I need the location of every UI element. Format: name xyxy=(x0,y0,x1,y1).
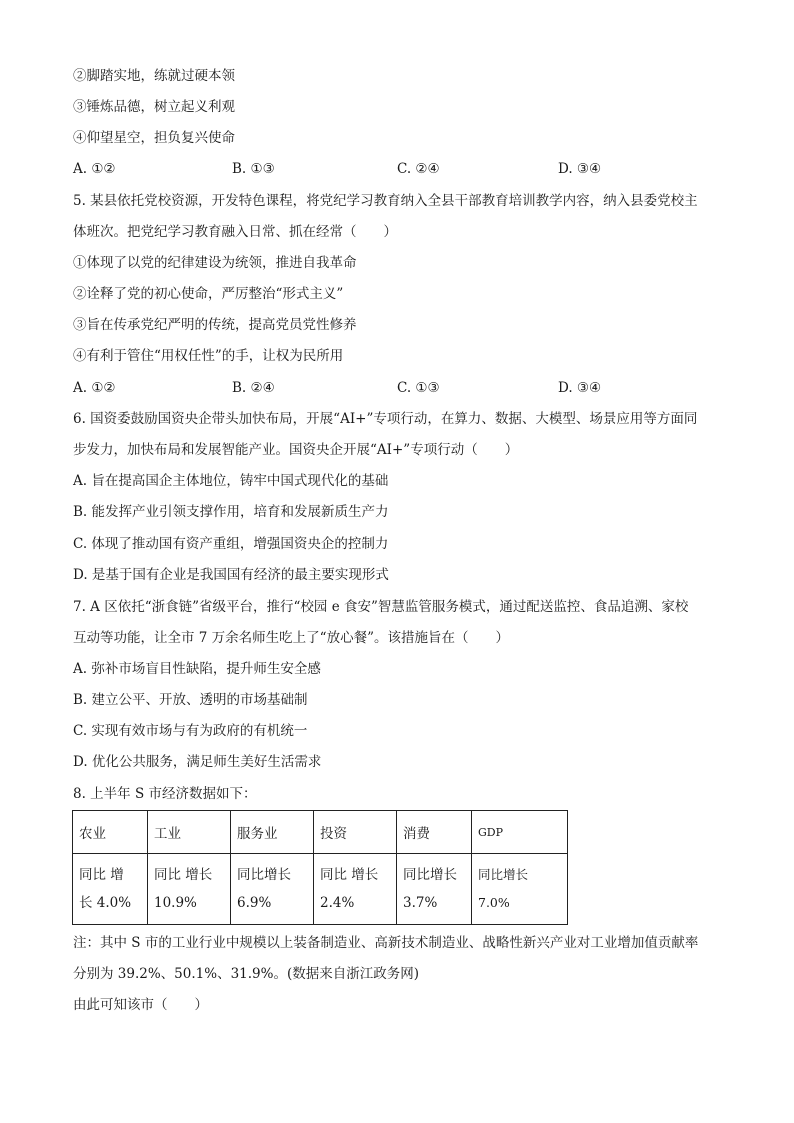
q6-option-b[interactable]: B. 能发挥产业引领支撑作用，培育和发展新质生产力 xyxy=(73,504,389,520)
header-consumption: 消费 xyxy=(397,811,472,854)
header-services: 服务业 xyxy=(231,811,314,854)
q4-item-3: ③锤炼品德，树立起义利观 xyxy=(73,99,235,115)
q5-item-3: ③旨在传承党纪严明的传统，提高党员党性修养 xyxy=(73,317,357,333)
economic-data-table xyxy=(72,810,568,925)
q7-stem-line-1: 7. A 区依托“浙食链”省级平台，推行“校园 e 食安”智慧监管服务模式，通过配送监控、食品追溯、家校 xyxy=(73,599,689,615)
q5-stem-line-1: 5. 某县依托党校资源，开发特色课程，将党纪学习教育纳入全县干部教育培训教学内容，纳入县委党校主 xyxy=(73,193,698,209)
header-gdp: GDP xyxy=(472,811,568,854)
q4-option-b[interactable]: B. ①③ xyxy=(232,161,275,177)
q4-item-2: ②脚踏实地，练就过硬本领 xyxy=(73,68,235,84)
cell-consumption: 同比增长 3.7% xyxy=(397,854,472,925)
cell-services: 同比增长 6.9% xyxy=(231,854,314,925)
q4-option-d[interactable]: D. ③④ xyxy=(558,161,602,177)
q7-option-a[interactable]: A. 弥补市场盲目性缺陷，提升师生安全感 xyxy=(73,661,321,677)
q7-option-b[interactable]: B. 建立公平、开放、透明的市场基础制 xyxy=(73,692,308,708)
q5-option-b[interactable]: B. ②④ xyxy=(232,380,275,396)
header-investment: 投资 xyxy=(314,811,397,854)
cell-investment: 同比 增长 2.4% xyxy=(314,854,397,925)
q7-stem-line-2: 互动等功能，让全市 7 万余名师生吃上了“放心餐”。该措施旨在（ ） xyxy=(73,630,509,646)
cell-industry: 同比 增长 10.9% xyxy=(148,854,231,925)
q7-option-c[interactable]: C. 实现有效市场与有为政府的有机统一 xyxy=(73,723,308,739)
q5-option-c[interactable]: C. ①③ xyxy=(397,380,440,396)
q5-option-a[interactable]: A. ①② xyxy=(73,380,116,396)
q5-option-d[interactable]: D. ③④ xyxy=(558,380,602,396)
q6-stem-line-1: 6. 国资委鼓励国资央企带头加快布局，开展“AI+”专项行动，在算力、数据、大模型、场景应用等方面同 xyxy=(73,411,698,427)
q6-option-d[interactable]: D. 是基于国有企业是我国国有经济的最主要实现形式 xyxy=(73,567,389,583)
q5-item-2: ②诠释了党的初心使命，严厉整治“形式主义” xyxy=(73,286,344,302)
q6-option-a[interactable]: A. 旨在提高国企主体地位，铸牢中国式现代化的基础 xyxy=(73,473,389,489)
q6-option-c[interactable]: C. 体现了推动国有资产重组，增强国资央企的控制力 xyxy=(73,536,389,552)
q6-stem-line-2: 步发力，加快布局和发展智能产业。国资央企开展“AI+”专项行动（ ） xyxy=(73,442,519,458)
q5-stem-line-2: 体班次。把党纪学习教育融入日常、抓在经常（ ） xyxy=(73,224,397,240)
q7-option-d[interactable]: D. 优化公共服务，满足师生美好生活需求 xyxy=(73,754,322,770)
header-agriculture: 农业 xyxy=(73,811,148,854)
q4-option-c[interactable]: C. ②④ xyxy=(397,161,440,177)
q8-note-line-2: 分别为 39.2%、50.1%、31.9%。(数据来自浙江政务网) xyxy=(73,966,419,982)
q8-note-line-1: 注：其中 S 市的工业行业中规模以上装备制造业、高新技术制造业、战略性新兴产业对工业增加值贡献率 xyxy=(73,935,699,951)
header-industry: 工业 xyxy=(148,811,231,854)
q8-stem: 8. 上半年 S 市经济数据如下： xyxy=(73,786,257,802)
q4-item-4: ④仰望星空，担负复兴使命 xyxy=(73,130,235,146)
cell-agriculture: 同比 增 长 4.0% xyxy=(73,854,148,925)
q4-option-a[interactable]: A. ①② xyxy=(73,161,116,177)
cell-gdp: 同比增长 7.0% xyxy=(472,854,568,925)
q5-item-4: ④有利于管住“用权任性”的手，让权为民所用 xyxy=(73,348,344,364)
q5-item-1: ①体现了以党的纪律建设为统领，推进自我革命 xyxy=(73,255,357,271)
q8-question: 由此可知该市（ ） xyxy=(73,997,208,1013)
